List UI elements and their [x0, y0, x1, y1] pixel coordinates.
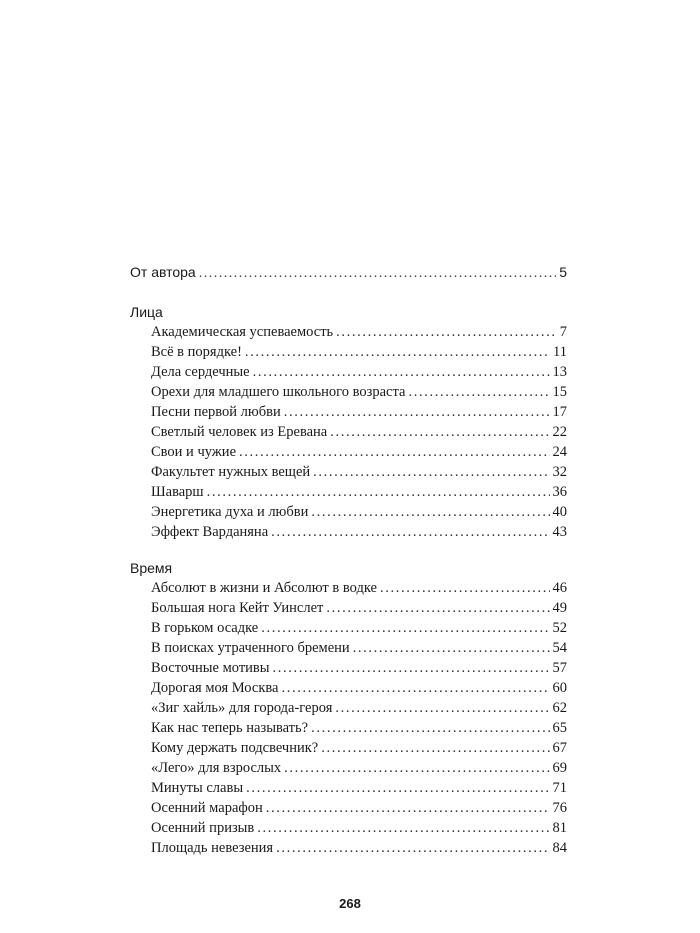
toc-entry-page: 62 — [552, 700, 567, 716]
toc-entry-page: 46 — [552, 580, 567, 596]
toc-leader-dots — [353, 638, 550, 658]
page-number: 268 — [339, 896, 361, 911]
toc-entry-title: Дела сердечные — [151, 364, 250, 380]
toc-entry-page: 65 — [552, 720, 567, 736]
toc-entry-page: 7 — [559, 324, 567, 340]
toc-entry — [130, 422, 567, 442]
toc-entry-title: Орехи для младшего школьного возраста — [151, 384, 406, 400]
toc-entry-title: В горьком осадке — [151, 620, 259, 636]
toc-entry — [130, 502, 567, 522]
toc-entry-title: Всё в порядке! — [151, 344, 242, 360]
toc-entry-title: Абсолют в жизни и Абсолют в водке — [151, 580, 377, 596]
toc-entry-page: 32 — [552, 464, 567, 480]
toc-entry-page: 43 — [552, 524, 567, 540]
toc-entry — [130, 658, 567, 678]
toc-entry-page: 24 — [552, 444, 567, 460]
toc-entry-page: 54 — [552, 640, 567, 656]
toc-entry-page: 40 — [552, 504, 567, 520]
toc-entry — [130, 818, 567, 838]
toc-entry-page: 52 — [552, 620, 567, 636]
toc-leader-dots — [284, 758, 549, 778]
toc-entry — [130, 322, 567, 342]
toc-leader-dots — [311, 718, 549, 738]
toc-entry-page: 60 — [552, 680, 567, 696]
toc-entry — [130, 718, 567, 738]
toc-entry-page: 49 — [552, 600, 567, 616]
toc-entry — [130, 362, 567, 382]
toc-leader-dots — [321, 738, 549, 758]
toc-entry-title: В поисках утраченного бремени — [151, 640, 350, 656]
toc-leader-dots — [273, 658, 550, 678]
toc-entry-title: Как нас теперь называть? — [151, 720, 309, 736]
toc-entry-title: «Лего» для взрослых — [151, 760, 282, 776]
toc-leader-dots — [335, 698, 549, 718]
toc-entry-page: 22 — [552, 424, 567, 440]
toc-entry-page: 17 — [552, 404, 567, 420]
toc-leader-dots — [266, 798, 550, 818]
toc-section-heading: Лица — [130, 304, 163, 320]
toc-entry-title: Площадь невезения — [151, 840, 274, 856]
toc-leader-dots — [330, 422, 549, 442]
toc-leader-dots — [281, 678, 549, 698]
toc-leader-dots — [271, 522, 549, 542]
toc-entry-title: Факультет нужных вещей — [151, 464, 311, 480]
toc-entry — [130, 678, 567, 698]
toc-leader-dots — [246, 778, 549, 798]
toc-entry — [130, 442, 567, 462]
toc-entry-title: Эффект Варданяна — [151, 524, 269, 540]
toc-entry — [130, 482, 567, 502]
table-of-contents — [130, 262, 567, 858]
toc-entry-page: 13 — [552, 364, 567, 380]
toc-entry-page: 81 — [552, 820, 567, 836]
toc-entry — [130, 578, 567, 598]
toc-leader-dots — [245, 342, 550, 362]
toc-entry-page: 69 — [552, 760, 567, 776]
toc-leader-dots — [253, 362, 550, 382]
toc-entry-page: 11 — [553, 344, 567, 360]
toc-leader-dots — [311, 502, 549, 522]
toc-entry-title: Свои и чужие — [151, 444, 237, 460]
toc-entry-page: 71 — [552, 780, 567, 796]
toc-section-heading: Время — [130, 560, 173, 576]
toc-section-faces — [130, 322, 567, 542]
toc-entry — [130, 838, 567, 858]
toc-leader-dots — [284, 402, 550, 422]
toc-entry — [130, 798, 567, 818]
toc-entry — [130, 698, 567, 718]
toc-entry-title: Осенний марафон — [151, 800, 263, 816]
toc-entry-title: Большая нога Кейт Уинслет — [151, 600, 324, 616]
toc-entry-title: Восточные мотивы — [151, 660, 270, 676]
toc-entry-page: 76 — [552, 800, 567, 816]
toc-entry — [130, 462, 567, 482]
toc-entry-page: 84 — [552, 840, 567, 856]
toc-leader-dots — [239, 442, 549, 462]
toc-entry — [130, 522, 567, 542]
toc-leader-dots — [336, 322, 557, 342]
toc-entry — [130, 638, 567, 658]
toc-entry-title: От автора — [130, 264, 196, 280]
toc-entry-title: «Зиг хайль» для города-героя — [151, 700, 333, 716]
toc-entry — [130, 598, 567, 618]
toc-entry-title: Минуты славы — [151, 780, 244, 796]
toc-leader-dots — [326, 598, 549, 618]
toc-entry-title: Шаварш — [151, 484, 204, 500]
toc-leader-dots — [261, 618, 549, 638]
toc-entry-title: Энергетика духа и любви — [151, 504, 309, 520]
toc-entry-title: Песни первой любви — [151, 404, 281, 420]
toc-entry — [130, 738, 567, 758]
toc-entry-title: Дорогая моя Москва — [151, 680, 279, 696]
toc-leader-dots — [207, 482, 550, 502]
toc-entry-title: Осенний призыв — [151, 820, 255, 836]
toc-entry — [130, 402, 567, 422]
toc-entry — [130, 758, 567, 778]
toc-leader-dots — [408, 382, 549, 402]
toc-leader-dots — [380, 578, 550, 598]
toc-entry-title: Академическая успеваемость — [151, 324, 334, 340]
toc-entry-page: 67 — [552, 740, 567, 756]
toc-leader-dots — [257, 818, 549, 838]
toc-entry-page: 5 — [559, 264, 567, 280]
toc-entry-title: Светлый человек из Еревана — [151, 424, 328, 440]
toc-leader-dots — [199, 264, 556, 284]
toc-entry — [130, 618, 567, 638]
toc-entry — [130, 778, 567, 798]
toc-entry-title: Кому держать подсвечник? — [151, 740, 319, 756]
toc-entry-page: 57 — [552, 660, 567, 676]
toc-section-time — [130, 578, 567, 858]
toc-entry-page: 36 — [552, 484, 567, 500]
toc-leader-dots — [276, 838, 549, 858]
toc-entry — [130, 382, 567, 402]
toc-entry-intro — [130, 262, 567, 282]
toc-entry-page: 15 — [552, 384, 567, 400]
toc-entry — [130, 342, 567, 362]
toc-leader-dots — [313, 462, 549, 482]
